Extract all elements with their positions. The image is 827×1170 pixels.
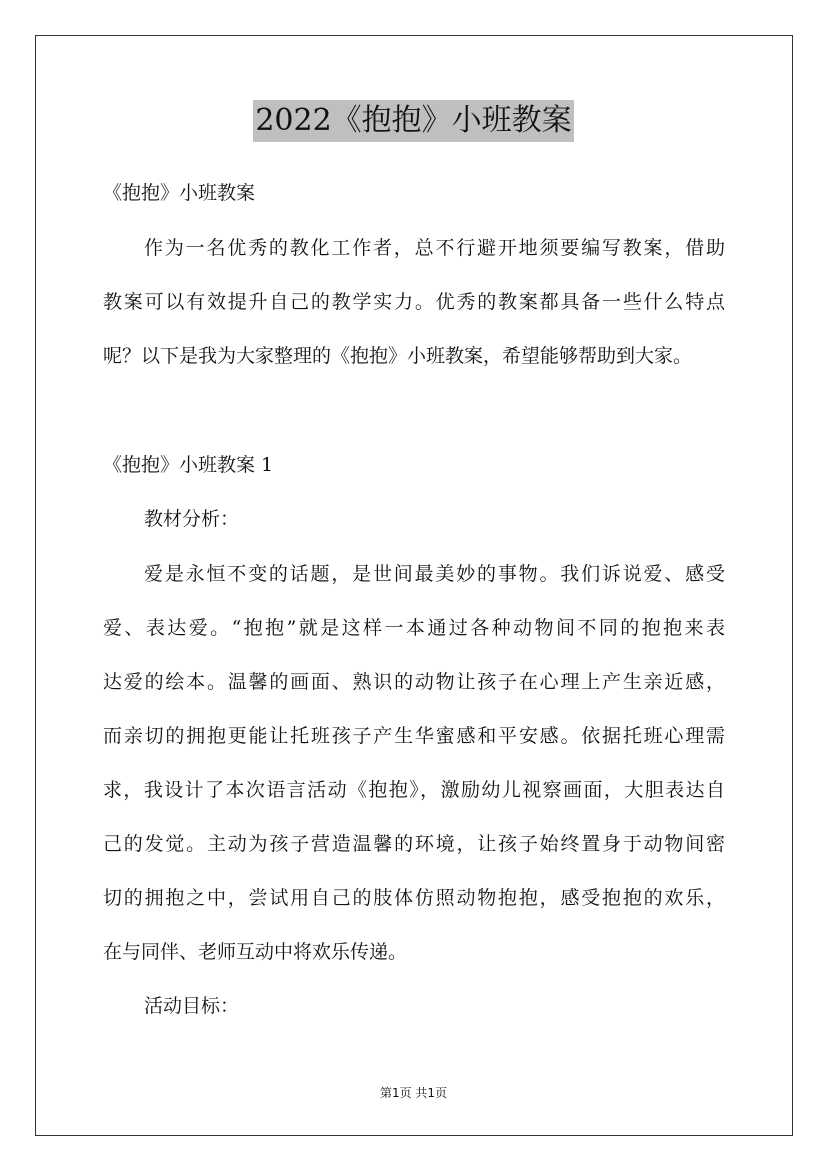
document-title: 2022《抱抱》小班教案	[253, 100, 573, 142]
analysis-line-6: 己的发觉。主动为孩子营造温馨的环境，让孩子始终置身于动物间密	[103, 833, 725, 855]
page-footer: 第1页 共1页	[379, 1086, 448, 1100]
intro-line-2: 教案可以有效提升自己的教学实力。优秀的教案都具备一些什么特点	[103, 291, 725, 313]
analysis-line-7: 切的拥抱之中，尝试用自己的肢体仿照动物抱抱，感受抱抱的欢乐，	[103, 887, 725, 909]
analysis-line-5: 求，我设计了本次语言活动《抱抱》，激励幼儿视察画面，大胆表达自	[103, 779, 725, 801]
analysis-line-1: 爱是永恒不变的话题，是世间最美妙的事物。我们诉说爱、感受	[144, 563, 725, 585]
analysis-line-4: 而亲切的拥抱更能让托班孩子产生华蜜感和平安感。依据托班心理需	[103, 725, 725, 747]
section-heading: 《抱抱》小班教案 1	[103, 454, 274, 476]
intro-line-3: 呢？以下是我为大家整理的《抱抱》小班教案，希望能够帮助到大家。	[103, 345, 693, 367]
goal-label: 活动目标：	[144, 995, 240, 1017]
document-subtitle: 《抱抱》小班教案	[103, 182, 256, 204]
analysis-label: 教材分析：	[144, 508, 240, 530]
title-wrap	[0, 100, 827, 142]
analysis-line-2: 爱、表达爱。“抱抱”就是这样一本通过各种动物间不同的抱抱来表	[103, 617, 725, 639]
intro-line-1: 作为一名优秀的教化工作者，总不行避开地须要编写教案，借助	[144, 237, 725, 259]
analysis-line-3: 达爱的绘本。温馨的画面、熟识的动物让孩子在心理上产生亲近感，	[103, 671, 725, 693]
analysis-line-8: 在与同伴、老师互动中将欢乐传递。	[103, 941, 408, 963]
